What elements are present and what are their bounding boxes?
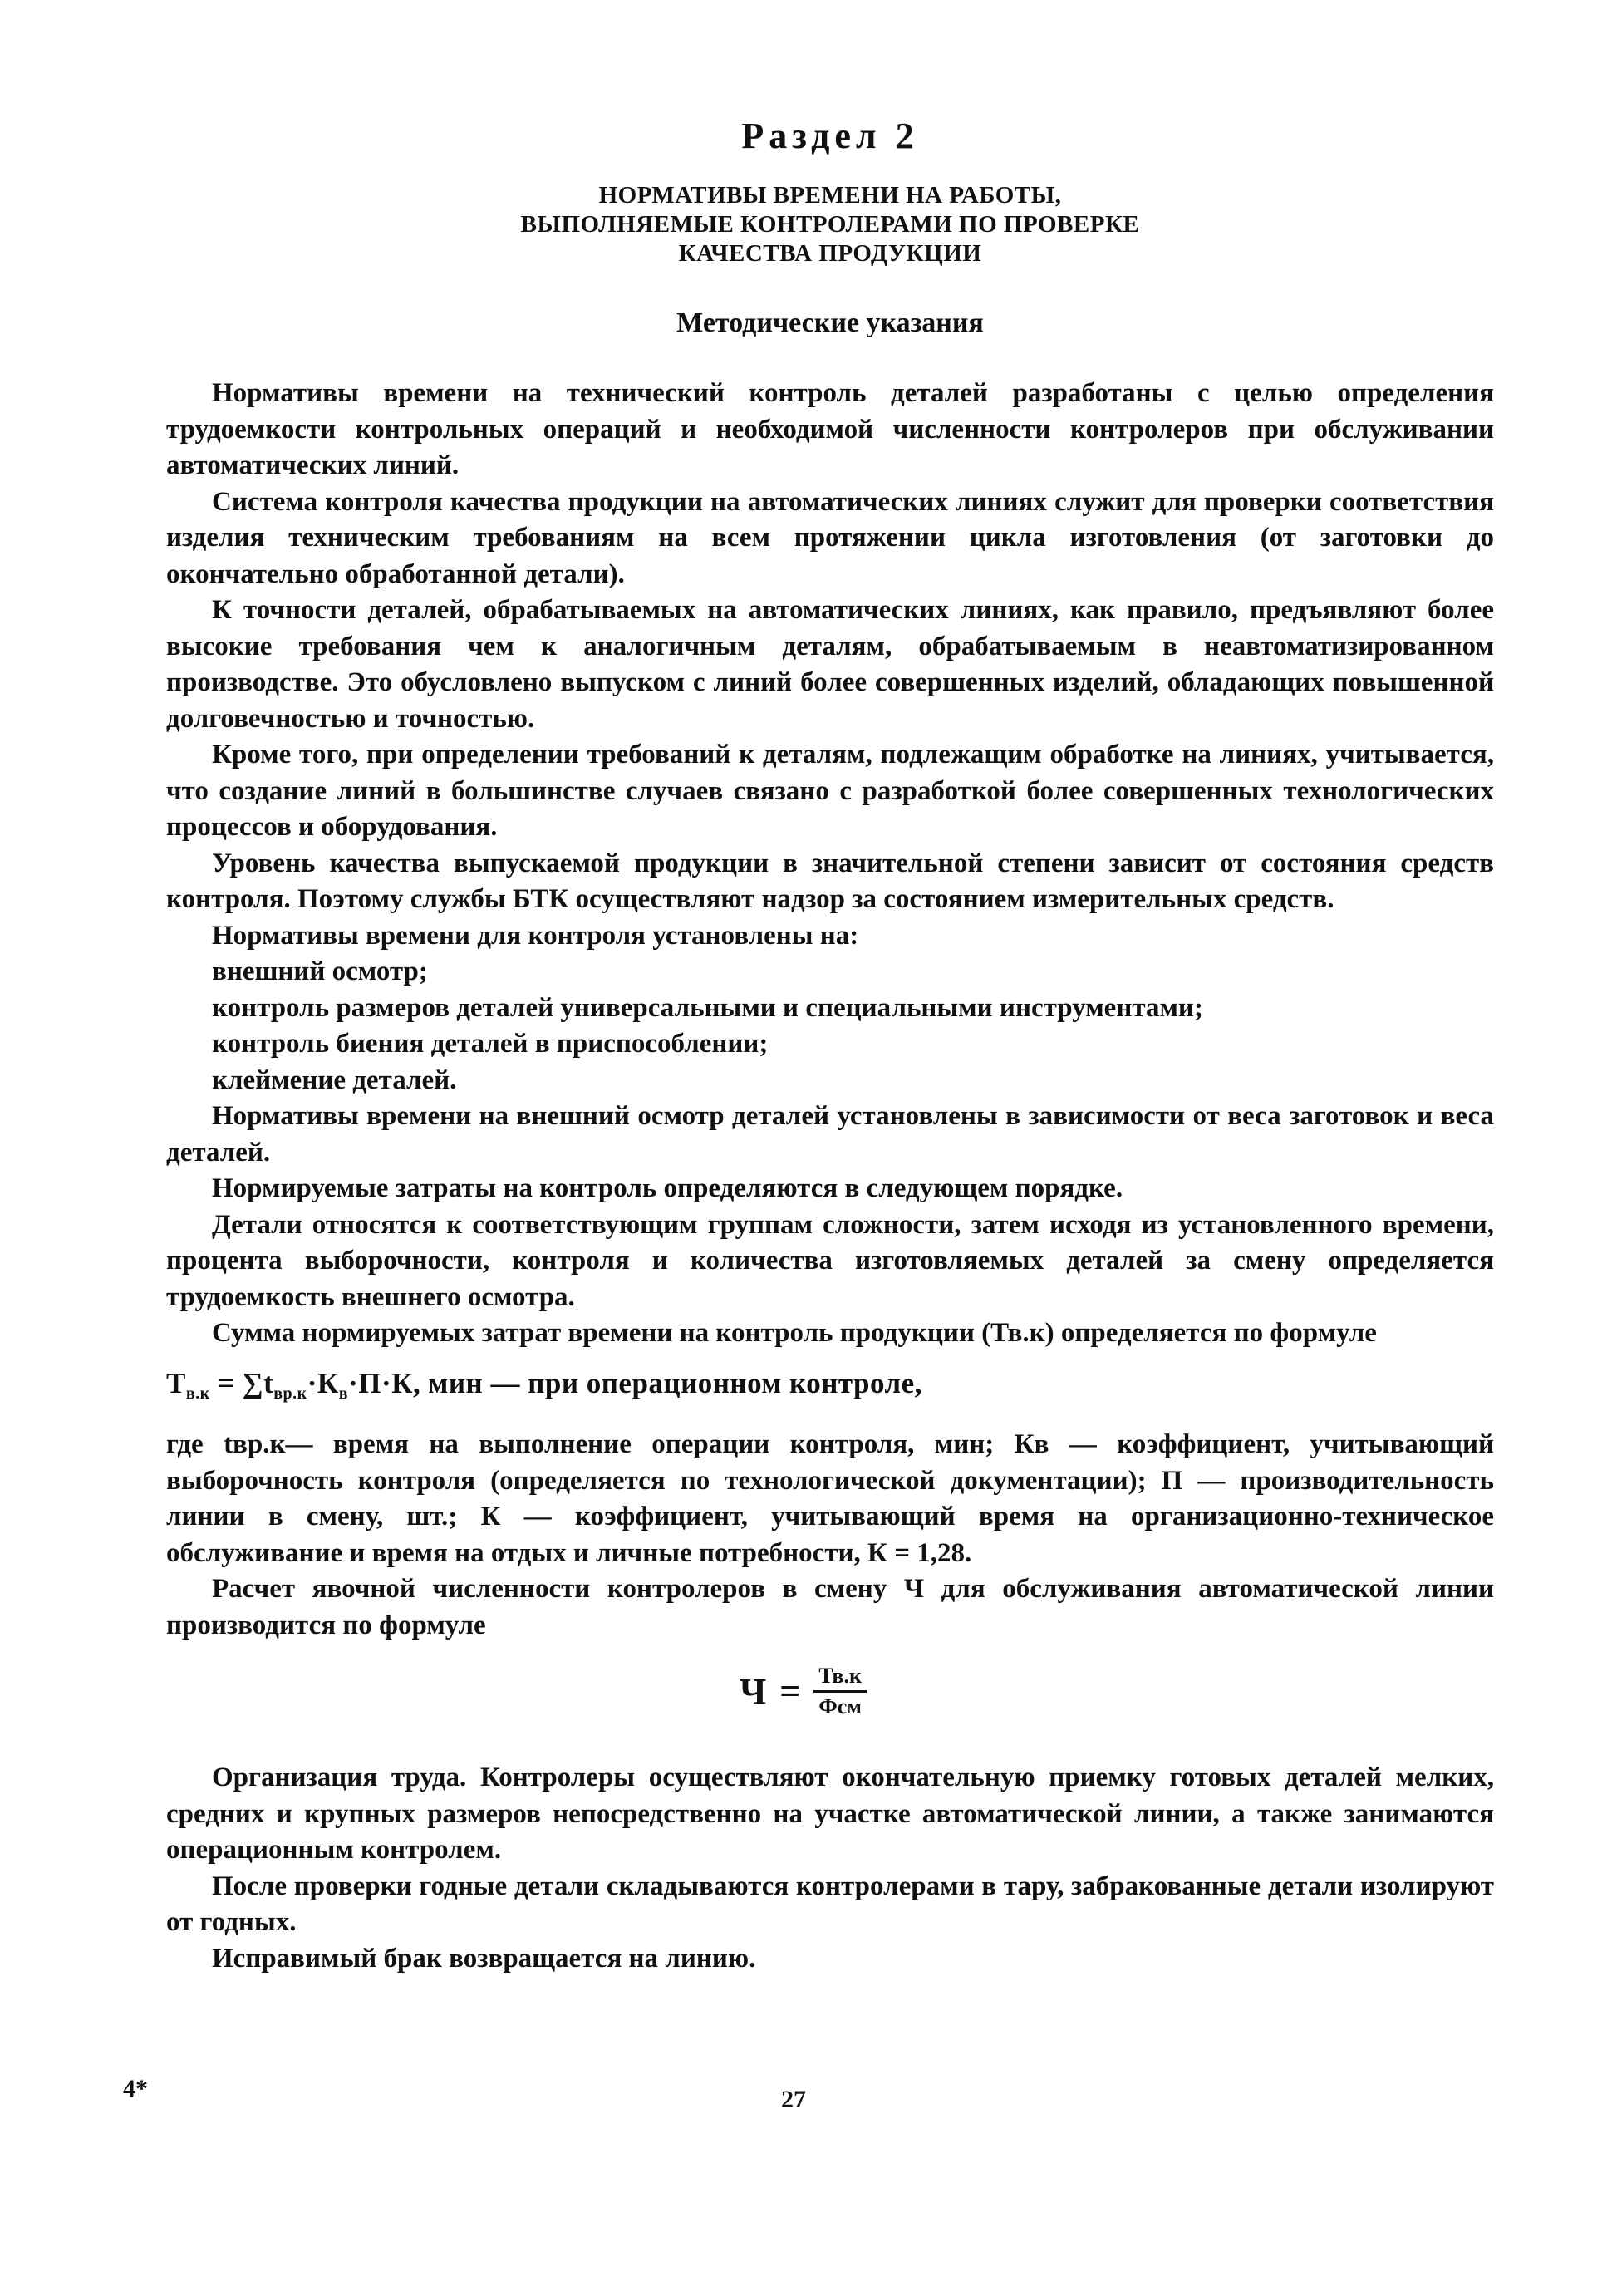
paragraph-organization: [166, 1760, 1494, 1869]
formula-k: ·К: [307, 1366, 339, 1399]
paragraph: Нормативы времени на внешний осмотр деталей установлены в зависимости от веса заготовок и веса деталей.: [166, 1101, 1494, 1168]
formula-k-sub: в: [338, 1384, 349, 1403]
list-item: внешний осмотр;: [212, 956, 428, 986]
paragraph: Расчет явочной численности контролеров в смену Ч для обслуживания автоматической линии производится по формуле: [166, 1574, 1494, 1640]
list-item: контроль размеров деталей универсальными и специальными инструментами;: [212, 992, 1203, 1023]
organization-text: Контролеры осуществляют окончательную приемку готовых деталей мелких, средних и крупных размеров непосредственно на участке автоматической линии, а также занимаются операционным контролем.: [166, 1763, 1494, 1865]
formula-explanation: где tвр.к— время на выполнение операции контроля, мин; Кв — коэффициент, учитывающий выборочность контроля (определяется по технологической документации); П — производительность линии в смену, шт.; К — коэффициент, учитывающий время на организационно-техническое обслуживание и время на отдых и личные потребности, К = 1,28.: [166, 1429, 1494, 1568]
paragraph: Исправимый брак возвращается на линию.: [212, 1943, 756, 1974]
list-item: клеймение деталей.: [212, 1064, 457, 1095]
organization-lead: Организация труда.: [212, 1763, 467, 1792]
fraction: [813, 1662, 867, 1721]
formula-lhs-sub: в.к: [185, 1384, 210, 1403]
section-title: [166, 181, 1494, 268]
formula-eq: =: [217, 1366, 235, 1399]
paragraph: Нормативы времени для контроля установлены на:: [212, 920, 859, 951]
section-label: Раздел 2: [741, 116, 919, 156]
signature-mark: 4*: [123, 2075, 148, 2102]
formula-lhs: Т: [166, 1366, 186, 1399]
formula-control-time: [166, 1365, 1494, 1413]
page-number: 27: [781, 2086, 806, 2113]
formula-lhs: Ч: [740, 1670, 767, 1712]
subtitle: Методические указания: [676, 307, 984, 338]
formula-tail: ·П·К, мин — при операционном контроле,: [348, 1366, 922, 1399]
section-title-line: ВЫПОЛНЯЕМЫЕ КОНТРОЛЕРАМИ ПО ПРОВЕРКЕ: [520, 211, 1140, 238]
paragraph: Нормируемые затраты на контроль определяются в следующем порядке.: [212, 1173, 1123, 1203]
paragraph: Сумма нормируемых затрат времени на контроль продукции (Тв.к) определяется по формуле: [212, 1318, 1377, 1348]
list-item: контроль биения деталей в приспособлении;: [212, 1029, 769, 1059]
section-title-line: НОРМАТИВЫ ВРЕМЕНИ НА РАБОТЫ,: [598, 182, 1062, 209]
fraction-denominator: Фсм: [818, 1694, 862, 1718]
section-title-line: КАЧЕСТВА ПРОДУКЦИИ: [678, 240, 982, 267]
paragraph: Нормативы времени на технический контроль деталей разработаны с целью определения трудоемкости контрольных операций и необходимой численности контролеров при обслуживании автоматических линий.: [166, 378, 1494, 480]
fraction-numerator: Тв.к: [813, 1662, 867, 1693]
formula-eq: =: [779, 1670, 801, 1712]
formula-sum: ∑t: [242, 1366, 274, 1399]
formula-headcount: [166, 1644, 1494, 1760]
fraction-formula: [740, 1662, 867, 1721]
paragraph: После проверки годные детали складываются контролерами в тару, забракованные детали изолируют от годных.: [166, 1871, 1494, 1937]
paragraph: Система контроля качества продукции на автоматических линиях служит для проверки соответствия изделия техническим требованиям на всем протяжении цикла изготовления (от заготовки до окончательно обработанной детали).: [166, 486, 1494, 589]
paragraph: Кроме того, при определении требований к деталям, подлежащим обработке на линиях, учитывается, что создание линий в большинстве случаев связано с разработкой более совершенных технологических процессов и оборудования.: [166, 740, 1494, 842]
paragraph: Детали относятся к соответствующим группам сложности, затем исходя из установленного времени, процента выборочности, контроля и количества изготовляемых деталей за смену определяется трудоемкость внешнего осмотра.: [166, 1209, 1494, 1312]
formula-sum-sub: вр.к: [273, 1384, 307, 1403]
paragraph: Уровень качества выпускаемой продукции в значительной степени зависит от состояния средств контроля. Поэтому службы БТК осуществляют надзор за состоянием измерительных средств.: [166, 848, 1494, 914]
body-text: [166, 376, 1494, 1977]
paragraph: К точности деталей, обрабатываемых на автоматических линиях, как правило, предъявляют более высокие требования чем к аналогичным деталям, обрабатываемым в неавтоматизированном производстве. Это обусловлено выпуском с линий более совершенных изделий, обладающих повышенной долговечностью и точностью.: [166, 595, 1494, 734]
